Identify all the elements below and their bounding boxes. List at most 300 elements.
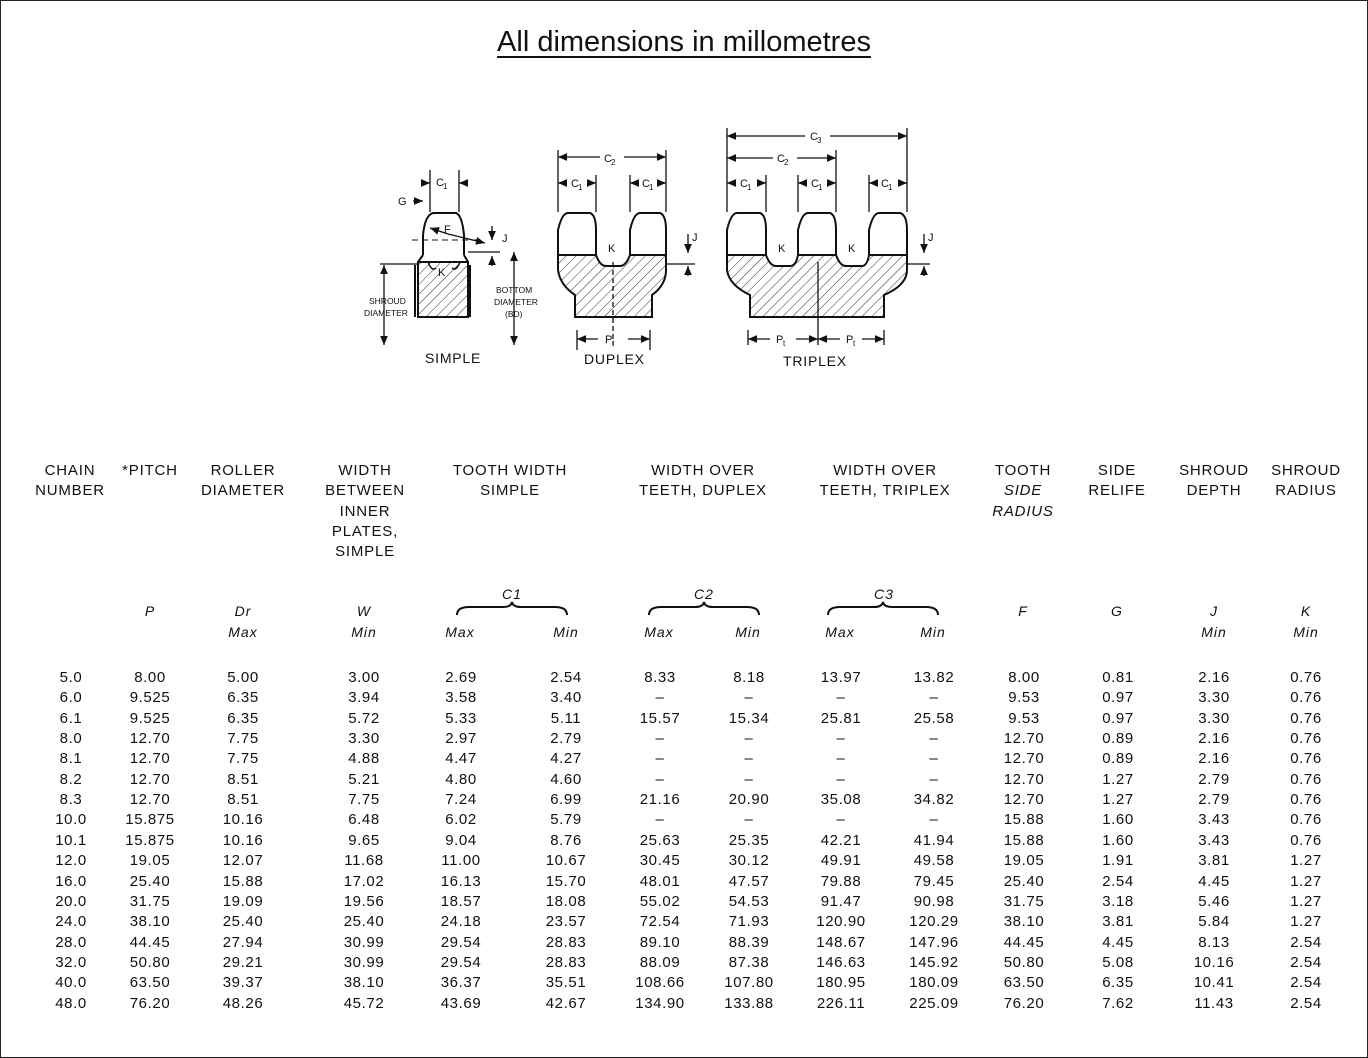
brace-c2 bbox=[647, 601, 761, 617]
cell-tooth-side-radius: 25.40 bbox=[1003, 872, 1045, 890]
cell-c3-min: 79.45 bbox=[913, 872, 955, 890]
cell-c1-min: 5.11 bbox=[550, 709, 582, 727]
label-j-duplex: J bbox=[692, 232, 698, 244]
cell-c2-min: 107.80 bbox=[724, 974, 774, 992]
symbol-f: F bbox=[1018, 603, 1028, 619]
cell-pitch: 9.525 bbox=[129, 689, 171, 707]
cell-shroud-depth: 2.79 bbox=[1198, 770, 1230, 788]
page-title: All dimensions in millometres bbox=[497, 26, 871, 58]
cell-side-relife: 2.54 bbox=[1102, 872, 1134, 890]
svg-text:1: 1 bbox=[578, 183, 583, 192]
symbol-k: K bbox=[1300, 603, 1312, 619]
cell-c2-max: 48.01 bbox=[639, 872, 681, 890]
cell-shroud-radius: 0.76 bbox=[1290, 791, 1322, 809]
cell-c1-min: 3.40 bbox=[550, 689, 582, 707]
cell-width-between: 6.48 bbox=[348, 811, 380, 829]
cell-c1-max: 24.18 bbox=[440, 913, 482, 931]
cell-chain-number: 48.0 bbox=[55, 994, 87, 1012]
cell-c1-min: 2.54 bbox=[550, 669, 582, 686]
cell-c2-min: 47.57 bbox=[728, 872, 770, 890]
symbol-c1-min: Min bbox=[553, 624, 579, 640]
header-width-over-teeth-triplex: WIDTH OVER TEETH, TRIPLEX bbox=[819, 462, 951, 500]
cell-c3-max: 42.21 bbox=[820, 831, 862, 849]
label-pt-triplex-b: P bbox=[846, 334, 854, 346]
cell-roller-diameter: 7.75 bbox=[227, 750, 259, 768]
table-row bbox=[0, 872, 1368, 892]
cell-c3-min: 34.82 bbox=[913, 791, 955, 809]
cell-c1-max: 18.57 bbox=[440, 892, 482, 910]
symbol-w-min: Min bbox=[351, 624, 377, 640]
label-bottom-1: BOTTOM bbox=[496, 285, 533, 295]
cell-chain-number: 12.0 bbox=[55, 852, 87, 870]
cell-c3-max: 120.90 bbox=[816, 913, 866, 931]
cell-tooth-side-radius: 38.10 bbox=[1003, 913, 1045, 931]
cell-shroud-radius: 0.76 bbox=[1290, 709, 1322, 727]
cell-pitch: 44.45 bbox=[129, 933, 171, 951]
cell-side-relife: 0.89 bbox=[1102, 750, 1134, 768]
cell-c3-max: – bbox=[836, 770, 846, 788]
label-simple: SIMPLE bbox=[425, 350, 482, 366]
cell-c3-max: 35.08 bbox=[820, 791, 862, 809]
svg-text:1: 1 bbox=[649, 183, 654, 192]
symbol-c2-max: Max bbox=[644, 624, 674, 640]
header-side-relife: SIDE RELIFE bbox=[1088, 462, 1146, 500]
cell-c1-min: 8.76 bbox=[550, 831, 582, 849]
table-row bbox=[0, 749, 1368, 769]
cell-roller-diameter: 27.94 bbox=[222, 933, 264, 951]
symbol-c2: C2 bbox=[694, 586, 714, 602]
label-k-simple: K bbox=[438, 267, 446, 279]
cell-side-relife: 6.35 bbox=[1102, 974, 1134, 992]
cell-c1-max: 11.00 bbox=[441, 852, 481, 870]
cell-c1-min: 23.57 bbox=[545, 913, 587, 931]
cell-shroud-depth: 5.84 bbox=[1198, 913, 1230, 931]
cell-width-between: 5.72 bbox=[348, 709, 380, 727]
cell-roller-diameter: 12.07 bbox=[222, 852, 264, 870]
svg-text:1: 1 bbox=[747, 183, 752, 192]
cell-c3-max: 49.91 bbox=[820, 852, 862, 870]
cell-shroud-radius: 1.27 bbox=[1290, 872, 1322, 890]
cell-c1-max: 9.04 bbox=[445, 831, 477, 849]
cell-c2-min: – bbox=[744, 730, 754, 748]
cell-shroud-radius: 1.27 bbox=[1290, 852, 1322, 870]
cell-side-relife: 0.97 bbox=[1102, 709, 1134, 727]
table-row bbox=[0, 994, 1368, 1014]
cell-chain-number: 8.1 bbox=[59, 750, 83, 768]
cell-pitch: 9.525 bbox=[129, 709, 171, 727]
cell-side-relife: 1.27 bbox=[1102, 791, 1134, 809]
cell-roller-diameter: 10.16 bbox=[222, 831, 264, 849]
cell-c3-max: – bbox=[836, 730, 846, 748]
svg-text:1: 1 bbox=[818, 183, 823, 192]
cell-shroud-depth: 2.16 bbox=[1198, 750, 1230, 768]
cell-shroud-radius: 2.54 bbox=[1290, 974, 1322, 992]
cell-shroud-radius: 1.27 bbox=[1290, 892, 1322, 910]
label-k-duplex: K bbox=[608, 243, 616, 255]
cell-c2-min: 54.53 bbox=[728, 892, 770, 910]
header-roller-diameter: ROLLER DIAMETER bbox=[201, 462, 285, 500]
cell-c2-max: 89.10 bbox=[639, 933, 681, 951]
cell-c1-min: 2.79 bbox=[550, 730, 582, 748]
cell-pitch: 15.875 bbox=[125, 811, 175, 829]
label-f: F bbox=[444, 224, 451, 236]
cell-side-relife: 1.60 bbox=[1102, 811, 1134, 829]
cell-c1-max: 7.24 bbox=[445, 791, 477, 809]
label-shroud-2: DIAMETER bbox=[364, 308, 408, 318]
cell-shroud-depth: 3.43 bbox=[1198, 831, 1230, 849]
cell-c2-max: 21.16 bbox=[639, 791, 681, 809]
cell-shroud-radius: 0.76 bbox=[1290, 750, 1322, 768]
table-row bbox=[0, 790, 1368, 810]
header-width-between-inner-plates: WIDTH BETWEEN INNER PLATES, SIMPLE bbox=[325, 462, 405, 561]
cell-shroud-depth: 8.13 bbox=[1198, 933, 1230, 951]
symbol-k-min: Min bbox=[1293, 624, 1319, 640]
cell-c1-max: 29.54 bbox=[440, 933, 482, 951]
cell-side-relife: 3.81 bbox=[1102, 913, 1134, 931]
header-width-over-teeth-duplex: WIDTH OVER TEETH, DUPLEX bbox=[639, 462, 767, 500]
cell-shroud-radius: 0.76 bbox=[1290, 730, 1322, 748]
brace-c1 bbox=[455, 601, 569, 617]
cell-chain-number: 8.0 bbox=[59, 730, 83, 748]
header-chain-number: CHAIN NUMBER bbox=[35, 462, 105, 500]
cell-pitch: 12.70 bbox=[129, 791, 171, 809]
symbol-dr: Dr bbox=[234, 603, 252, 619]
cell-width-between: 4.88 bbox=[348, 750, 380, 768]
cell-tooth-side-radius: 8.00 bbox=[1008, 669, 1040, 686]
cell-chain-number: 8.3 bbox=[59, 791, 83, 809]
cell-pitch: 76.20 bbox=[129, 994, 171, 1012]
cell-pitch: 8.00 bbox=[134, 669, 166, 686]
cell-shroud-depth: 10.41 bbox=[1193, 974, 1235, 992]
label-triplex: TRIPLEX bbox=[783, 353, 847, 369]
cell-tooth-side-radius: 44.45 bbox=[1003, 933, 1045, 951]
cell-roller-diameter: 8.51 bbox=[227, 791, 259, 809]
svg-text:1: 1 bbox=[888, 183, 893, 192]
cell-c3-min: – bbox=[929, 689, 939, 707]
cell-c2-max: 15.57 bbox=[639, 709, 681, 727]
cell-side-relife: 1.27 bbox=[1102, 770, 1134, 788]
cell-c3-min: 145.92 bbox=[909, 953, 959, 971]
cell-chain-number: 6.1 bbox=[59, 709, 83, 727]
cell-tooth-side-radius: 12.70 bbox=[1003, 770, 1045, 788]
cell-shroud-radius: 0.76 bbox=[1290, 689, 1322, 707]
table-row bbox=[0, 709, 1368, 729]
symbol-j: J bbox=[1210, 603, 1218, 619]
cell-side-relife: 0.81 bbox=[1102, 669, 1134, 686]
cell-c1-min: 42.67 bbox=[545, 994, 587, 1012]
cell-width-between: 25.40 bbox=[343, 913, 385, 931]
cell-pitch: 31.75 bbox=[129, 892, 171, 910]
cell-tooth-side-radius: 12.70 bbox=[1003, 750, 1045, 768]
cell-c3-max: – bbox=[836, 750, 846, 768]
cell-roller-diameter: 25.40 bbox=[222, 913, 264, 931]
cell-pitch: 63.50 bbox=[129, 974, 171, 992]
cell-width-between: 3.94 bbox=[348, 689, 380, 707]
cell-c2-max: 25.63 bbox=[639, 831, 681, 849]
table-row bbox=[0, 912, 1368, 932]
cell-shroud-depth: 3.81 bbox=[1198, 852, 1230, 870]
cell-roller-diameter: 8.51 bbox=[227, 770, 259, 788]
svg-text:t: t bbox=[853, 339, 856, 348]
table-row bbox=[0, 892, 1368, 912]
cell-c3-max: 79.88 bbox=[820, 872, 862, 890]
label-j-triplex: J bbox=[928, 232, 934, 244]
table-row bbox=[0, 770, 1368, 790]
symbol-j-min: Min bbox=[1201, 624, 1227, 640]
cell-side-relife: 5.08 bbox=[1102, 953, 1134, 971]
cell-c2-max: 30.45 bbox=[639, 852, 681, 870]
cell-chain-number: 10.1 bbox=[55, 831, 87, 849]
cell-c3-max: 180.95 bbox=[816, 974, 866, 992]
label-c3-triplex: C bbox=[810, 131, 818, 143]
cell-c2-min: – bbox=[744, 811, 754, 829]
cell-c3-max: 148.67 bbox=[816, 933, 866, 951]
cell-shroud-depth: 3.30 bbox=[1198, 689, 1230, 707]
label-c1-triplex-b: C bbox=[811, 178, 819, 190]
cell-c3-min: 147.96 bbox=[909, 933, 959, 951]
cell-shroud-radius: 0.76 bbox=[1290, 811, 1322, 829]
svg-text:3: 3 bbox=[817, 136, 822, 145]
cell-c1-max: 3.58 bbox=[445, 689, 477, 707]
cell-c1-max: 2.97 bbox=[445, 730, 477, 748]
cell-roller-diameter: 48.26 bbox=[222, 994, 264, 1012]
cell-c3-max: 146.63 bbox=[816, 953, 866, 971]
cell-width-between: 9.65 bbox=[348, 831, 380, 849]
cell-c1-min: 6.99 bbox=[550, 791, 582, 809]
cell-tooth-side-radius: 15.88 bbox=[1003, 831, 1045, 849]
svg-text:t: t bbox=[783, 339, 786, 348]
cell-c3-max: – bbox=[836, 689, 846, 707]
cell-c2-max: 55.02 bbox=[639, 892, 681, 910]
cell-c3-min: 225.09 bbox=[909, 994, 959, 1012]
cell-shroud-depth: 11.43 bbox=[1194, 994, 1234, 1012]
cell-tooth-side-radius: 50.80 bbox=[1003, 953, 1045, 971]
table-row bbox=[0, 668, 1368, 688]
cell-shroud-radius: 0.76 bbox=[1290, 770, 1322, 788]
cell-c2-min: 133.88 bbox=[724, 994, 774, 1012]
header-shroud-depth: SHROUD DEPTH bbox=[1179, 462, 1249, 500]
label-bottom-2: DIAMETER bbox=[494, 297, 538, 307]
cell-roller-diameter: 5.00 bbox=[227, 669, 259, 686]
cell-shroud-depth: 2.16 bbox=[1198, 669, 1230, 686]
cell-shroud-depth: 5.46 bbox=[1198, 892, 1230, 910]
cell-c3-max: 91.47 bbox=[820, 892, 862, 910]
cell-shroud-radius: 1.27 bbox=[1290, 913, 1322, 931]
cell-c2-max: – bbox=[655, 750, 665, 768]
symbol-c3-min: Min bbox=[920, 624, 946, 640]
cell-chain-number: 20.0 bbox=[55, 892, 87, 910]
cell-shroud-depth: 2.16 bbox=[1198, 730, 1230, 748]
label-pt-duplex: P bbox=[605, 334, 613, 346]
table-row bbox=[0, 810, 1368, 830]
cell-tooth-side-radius: 9.53 bbox=[1008, 709, 1040, 727]
label-c1-duplex-b: C bbox=[642, 178, 650, 190]
cell-chain-number: 16.0 bbox=[55, 872, 87, 890]
cell-pitch: 12.70 bbox=[129, 770, 171, 788]
cell-tooth-side-radius: 9.53 bbox=[1008, 689, 1040, 707]
cell-c1-min: 18.08 bbox=[545, 892, 587, 910]
label-c2-duplex: C bbox=[604, 153, 612, 165]
cell-width-between: 19.56 bbox=[343, 892, 385, 910]
header-tooth-side-radius: TOOTH SIDE RADIUS bbox=[992, 462, 1054, 520]
cell-shroud-depth: 3.30 bbox=[1198, 709, 1230, 727]
cell-roller-diameter: 6.35 bbox=[227, 709, 259, 727]
cell-shroud-radius: 0.76 bbox=[1290, 669, 1322, 686]
cell-c2-min: 87.38 bbox=[728, 953, 770, 971]
cell-c3-max: 25.81 bbox=[820, 709, 862, 727]
cell-tooth-side-radius: 31.75 bbox=[1003, 892, 1045, 910]
cell-c3-min: – bbox=[929, 750, 939, 768]
cell-side-relife: 7.62 bbox=[1102, 994, 1134, 1012]
cell-c3-min: 90.98 bbox=[913, 892, 955, 910]
label-duplex: DUPLEX bbox=[584, 351, 645, 367]
cell-shroud-radius: 2.54 bbox=[1290, 953, 1322, 971]
header-tooth-width-simple: TOOTH WIDTH SIMPLE bbox=[452, 462, 568, 500]
cell-c3-min: – bbox=[929, 811, 939, 829]
cell-tooth-side-radius: 12.70 bbox=[1003, 791, 1045, 809]
cell-width-between: 45.72 bbox=[343, 994, 385, 1012]
cell-c2-max: – bbox=[655, 811, 665, 829]
cell-c1-max: 16.13 bbox=[440, 872, 482, 890]
cell-pitch: 15.875 bbox=[125, 831, 175, 849]
cell-chain-number: 5.0 bbox=[59, 669, 83, 686]
table-row bbox=[0, 933, 1368, 953]
triplex-sprocket-profile bbox=[727, 213, 907, 317]
label-bottom-3: (BD) bbox=[505, 309, 523, 319]
cell-width-between: 30.99 bbox=[343, 933, 385, 951]
cell-c1-max: 36.37 bbox=[440, 974, 482, 992]
cell-roller-diameter: 29.21 bbox=[222, 953, 264, 971]
cell-c2-min: – bbox=[744, 750, 754, 768]
symbol-w: W bbox=[356, 603, 372, 619]
cell-tooth-side-radius: 63.50 bbox=[1003, 974, 1045, 992]
cell-c2-max: – bbox=[655, 730, 665, 748]
cell-c2-max: 134.90 bbox=[635, 994, 685, 1012]
symbol-c1: C1 bbox=[502, 586, 522, 602]
cell-c3-min: 49.58 bbox=[913, 852, 955, 870]
cell-c2-min: 25.35 bbox=[728, 831, 770, 849]
table-row bbox=[0, 851, 1368, 871]
cell-c1-max: 43.69 bbox=[440, 994, 482, 1012]
cell-c1-min: 10.67 bbox=[545, 852, 587, 870]
symbol-c1-max: Max bbox=[445, 624, 475, 640]
symbol-c3: C3 bbox=[874, 586, 894, 602]
cell-width-between: 30.99 bbox=[343, 953, 385, 971]
cell-width-between: 7.75 bbox=[348, 791, 380, 809]
cell-c2-min: 15.34 bbox=[728, 709, 770, 727]
cell-c3-max: 226.11 bbox=[816, 994, 866, 1012]
cell-c3-max: 13.97 bbox=[820, 669, 862, 686]
cell-roller-diameter: 15.88 bbox=[222, 872, 264, 890]
table-row bbox=[0, 973, 1368, 993]
cell-side-relife: 0.97 bbox=[1102, 689, 1134, 707]
cell-c3-min: 25.58 bbox=[913, 709, 955, 727]
cell-width-between: 17.02 bbox=[343, 872, 385, 890]
cell-chain-number: 8.2 bbox=[59, 770, 83, 788]
cell-pitch: 12.70 bbox=[129, 750, 171, 768]
table-row bbox=[0, 953, 1368, 973]
table-row bbox=[0, 729, 1368, 749]
header-shroud-radius: SHROUD RADIUS bbox=[1271, 462, 1341, 500]
cell-side-relife: 1.60 bbox=[1102, 831, 1134, 849]
label-c2-triplex: C bbox=[777, 153, 785, 165]
header-pitch: *PITCH bbox=[122, 462, 178, 479]
cell-c1-max: 29.54 bbox=[440, 953, 482, 971]
cell-c2-max: 8.33 bbox=[644, 669, 676, 686]
cell-c1-min: 15.70 bbox=[545, 872, 587, 890]
cell-c2-min: 20.90 bbox=[728, 791, 770, 809]
cell-chain-number: 40.0 bbox=[55, 974, 87, 992]
cell-width-between: 5.21 bbox=[348, 770, 380, 788]
cell-width-between: 3.30 bbox=[348, 730, 380, 748]
cell-c2-min: 88.39 bbox=[728, 933, 770, 951]
label-k-triplex-b: K bbox=[848, 243, 856, 255]
cell-c1-max: 6.02 bbox=[445, 811, 477, 829]
cell-shroud-radius: 2.54 bbox=[1290, 994, 1322, 1012]
cell-shroud-depth: 10.16 bbox=[1193, 953, 1235, 971]
cell-c2-min: – bbox=[744, 770, 754, 788]
cell-c1-max: 2.69 bbox=[445, 669, 477, 686]
cell-roller-diameter: 10.16 bbox=[222, 811, 264, 829]
cell-roller-diameter: 6.35 bbox=[227, 689, 259, 707]
cell-c1-min: 4.27 bbox=[550, 750, 582, 768]
cell-roller-diameter: 39.37 bbox=[222, 974, 264, 992]
label-c1-duplex-a: C bbox=[571, 178, 579, 190]
cell-pitch: 19.05 bbox=[129, 852, 171, 870]
cell-c1-min: 28.83 bbox=[545, 933, 587, 951]
cell-tooth-side-radius: 15.88 bbox=[1003, 811, 1045, 829]
cell-shroud-depth: 3.43 bbox=[1198, 811, 1230, 829]
cell-c1-max: 5.33 bbox=[445, 709, 477, 727]
cell-pitch: 50.80 bbox=[129, 953, 171, 971]
label-c1-triplex-a: C bbox=[740, 178, 748, 190]
symbol-dr-max: Max bbox=[228, 624, 258, 640]
cell-side-relife: 3.18 bbox=[1102, 892, 1134, 910]
symbol-p: P bbox=[144, 603, 156, 619]
label-g: G bbox=[398, 196, 407, 208]
cell-c3-min: – bbox=[929, 730, 939, 748]
cell-width-between: 11.68 bbox=[344, 852, 384, 870]
symbol-g: G bbox=[1111, 603, 1123, 619]
table-row bbox=[0, 688, 1368, 708]
cell-shroud-depth: 4.45 bbox=[1198, 872, 1230, 890]
symbol-c3-max: Max bbox=[825, 624, 855, 640]
label-shroud-1: SHROUD bbox=[369, 296, 406, 306]
cell-chain-number: 10.0 bbox=[55, 811, 87, 829]
cell-c1-min: 28.83 bbox=[545, 953, 587, 971]
cell-shroud-depth: 2.79 bbox=[1198, 791, 1230, 809]
cell-c3-min: 180.09 bbox=[909, 974, 959, 992]
brace-c3 bbox=[826, 601, 940, 617]
cell-c3-min: – bbox=[929, 770, 939, 788]
duplex-sprocket-profile bbox=[558, 213, 666, 317]
svg-text:2: 2 bbox=[784, 158, 789, 167]
cell-c1-min: 5.79 bbox=[550, 811, 582, 829]
cell-shroud-radius: 0.76 bbox=[1290, 831, 1322, 849]
svg-text:1: 1 bbox=[443, 182, 448, 191]
cell-c1-min: 4.60 bbox=[550, 770, 582, 788]
svg-text:2: 2 bbox=[611, 158, 616, 167]
cell-c3-min: 120.29 bbox=[909, 913, 959, 931]
cell-c2-max: – bbox=[655, 689, 665, 707]
cell-tooth-side-radius: 12.70 bbox=[1003, 730, 1045, 748]
cell-c3-min: 41.94 bbox=[913, 831, 955, 849]
cell-tooth-side-radius: 76.20 bbox=[1003, 994, 1045, 1012]
cell-chain-number: 32.0 bbox=[55, 953, 87, 971]
cell-c2-min: 8.18 bbox=[733, 669, 765, 686]
cell-c2-min: 30.12 bbox=[728, 852, 770, 870]
cell-chain-number: 24.0 bbox=[55, 913, 87, 931]
